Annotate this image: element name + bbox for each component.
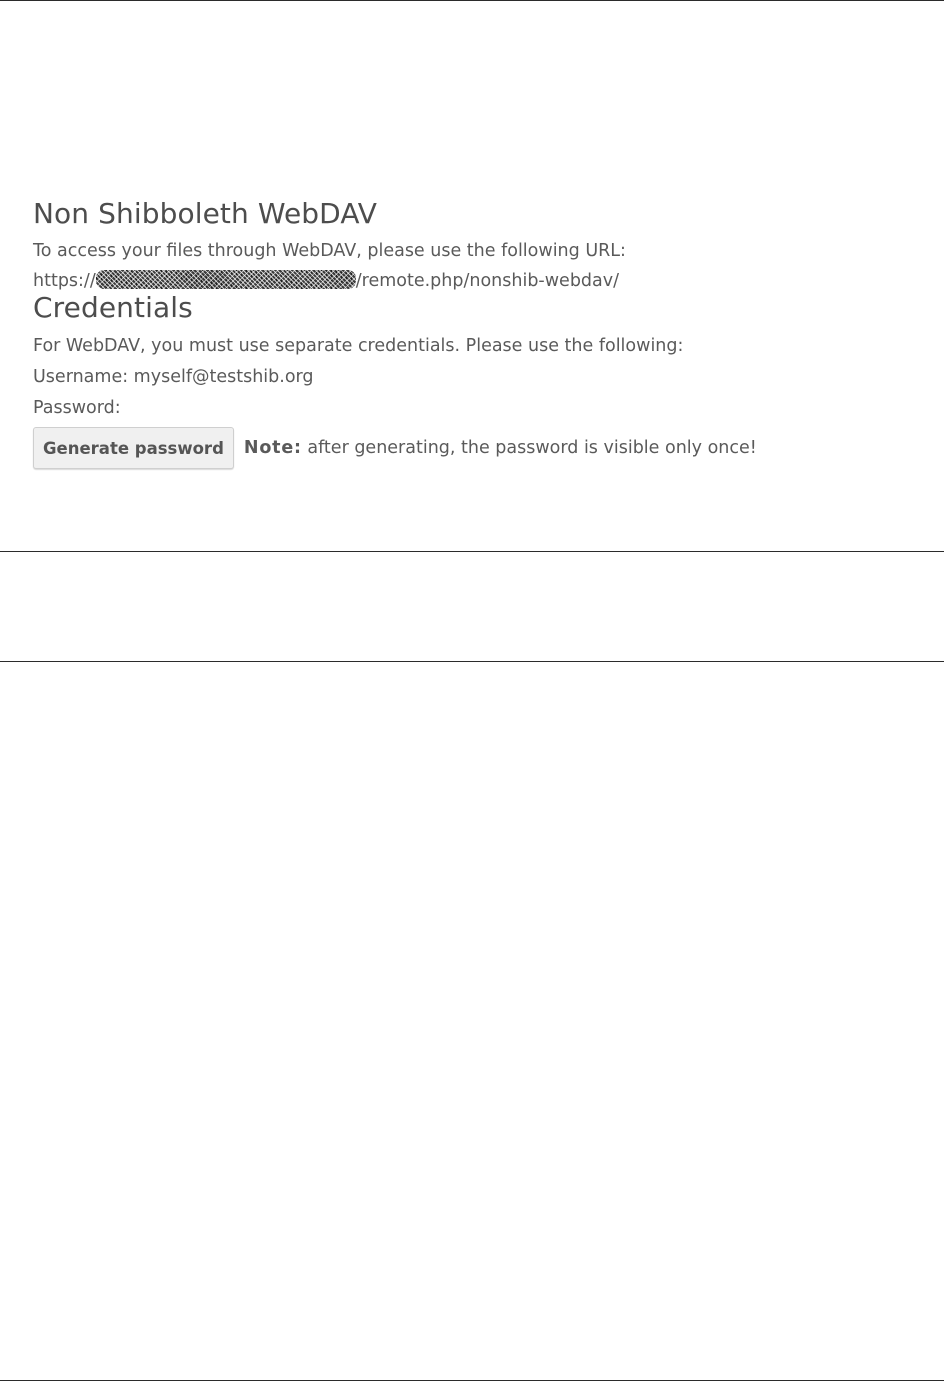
note-text: after generating, the password is visible only once!: [301, 438, 757, 458]
username-line: Username: myself@testshib.org: [33, 367, 314, 387]
redacted-host: [96, 270, 356, 289]
password-note: [244, 438, 757, 458]
generate-row: [33, 427, 913, 469]
webdav-section: [33, 196, 913, 469]
divider-2: [0, 661, 944, 662]
credentials-title: Credentials: [33, 291, 193, 324]
webdav-title: Non Shibboleth WebDAV: [33, 197, 378, 230]
url-suffix: /remote.php/nonshib-webdav/: [355, 271, 620, 291]
top-divider: [0, 0, 944, 1]
password-label: Password:: [33, 398, 121, 418]
url-prefix: https://: [33, 271, 96, 291]
credentials-intro: For WebDAV, you must use separate credentials. Please use the following:: [33, 336, 684, 356]
note-label: Note:: [243, 438, 302, 458]
webdav-intro: To access your files through WebDAV, please use the following URL:: [33, 241, 626, 261]
bottom-divider: [0, 1380, 944, 1381]
webdav-url[interactable]: [33, 267, 913, 291]
divider-1: [0, 551, 944, 552]
generate-password-button[interactable]: Generate password: [33, 427, 234, 469]
